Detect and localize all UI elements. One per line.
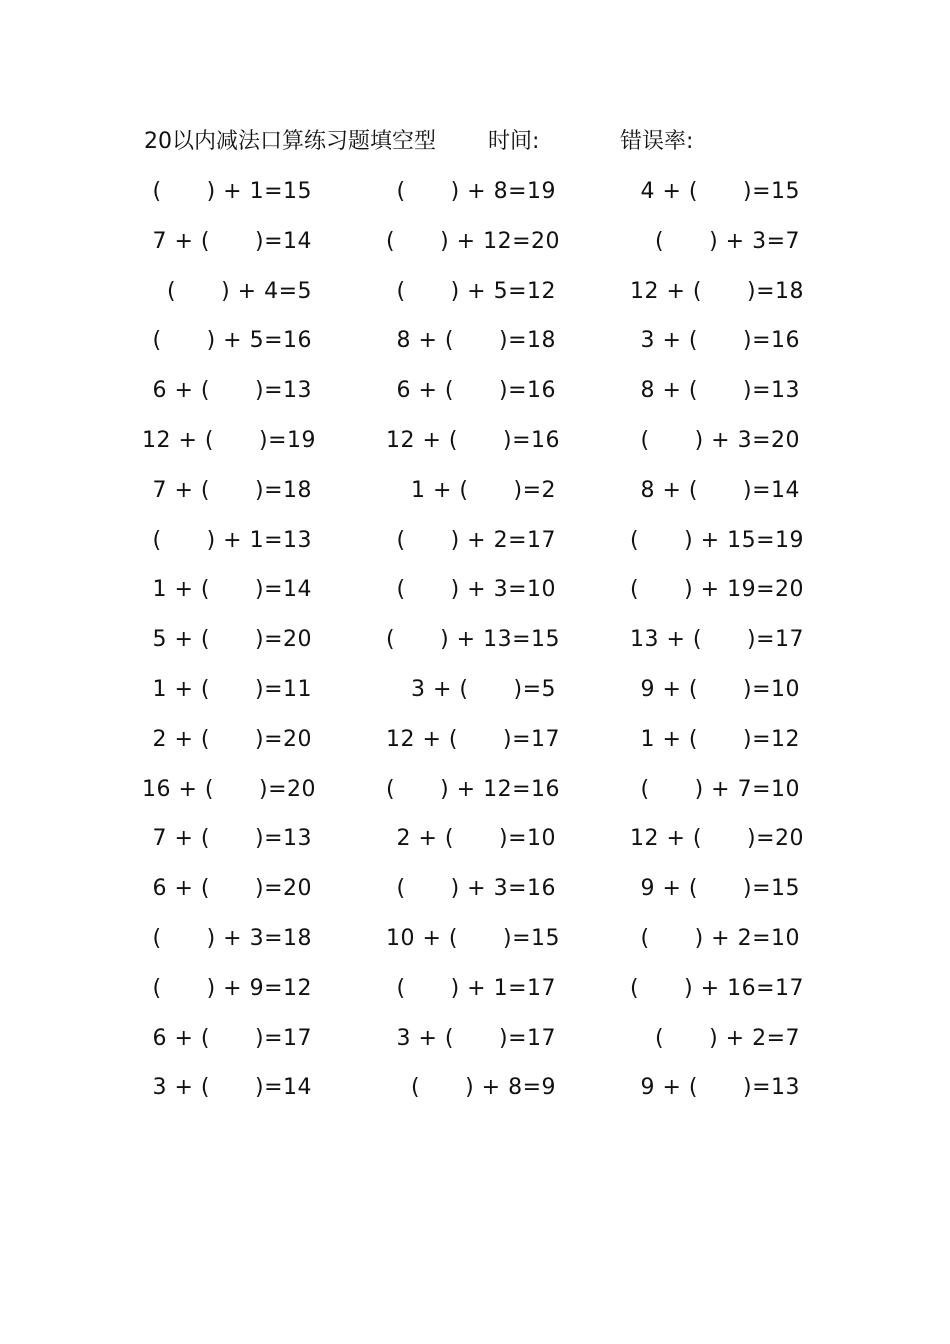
problem-item	[630, 1068, 800, 1108]
problem-row	[0, 720, 950, 760]
problem-equation: ( ) + 2=10	[640, 926, 800, 951]
problem-row	[0, 272, 950, 312]
problem-item	[142, 272, 312, 312]
problem-item	[386, 172, 556, 212]
problem-item	[386, 919, 561, 959]
problem-row	[0, 919, 950, 959]
problem-row	[0, 471, 950, 511]
problem-equation: ( ) + 5=12	[396, 278, 556, 304]
problem-row	[0, 770, 950, 810]
problem-equation: ( ) + 15=19	[630, 527, 805, 553]
problem-equation: ( ) + 4=5	[166, 278, 312, 304]
problem-equation: 1 + ( )=14	[152, 577, 312, 603]
problem-item	[142, 620, 312, 660]
problem-equation: 8 + ( )=13	[640, 378, 800, 404]
problem-item	[142, 969, 312, 1009]
problem-equation: 12 + ( )=16	[386, 428, 561, 453]
problem-item	[142, 521, 312, 561]
problem-item	[630, 471, 800, 511]
problem-item	[142, 471, 312, 511]
problem-equation: 9 + ( )=13	[640, 1075, 800, 1101]
problem-item	[386, 321, 556, 361]
problem-equation: 6 + ( )=16	[396, 378, 556, 404]
problem-equation: ( ) + 3=18	[152, 926, 312, 951]
problem-equation: 2 + ( )=20	[152, 726, 312, 752]
problem-row	[0, 670, 950, 710]
problem-equation: ( ) + 3=16	[396, 876, 556, 902]
problem-row	[0, 969, 950, 1009]
problem-item	[630, 521, 805, 561]
problem-equation: 3 + ( )=16	[640, 328, 800, 354]
problem-equation: 7 + ( )=13	[152, 826, 312, 852]
problem-item	[386, 720, 561, 760]
problem-item	[630, 720, 800, 760]
problem-item	[142, 222, 312, 262]
problem-item	[386, 570, 556, 610]
problem-equation: 10 + ( )=15	[386, 926, 561, 951]
problem-equation: 3 + ( )=17	[396, 1025, 556, 1051]
problem-item	[630, 869, 800, 909]
problem-item	[142, 670, 312, 710]
problem-row	[0, 521, 950, 561]
problem-equation: ( ) + 3=10	[396, 577, 556, 603]
problem-equation: ( ) + 2=17	[396, 527, 556, 553]
problem-item	[630, 421, 800, 461]
problem-row	[0, 620, 950, 660]
problem-item	[386, 620, 561, 660]
problem-item	[386, 1068, 556, 1108]
problem-item	[142, 819, 312, 859]
problem-equation: 1 + ( )=2	[410, 477, 556, 503]
problem-row	[0, 222, 950, 262]
problem-item	[630, 321, 800, 361]
problem-item	[386, 471, 556, 511]
problem-equation: ( ) + 8=19	[396, 179, 556, 204]
problem-item	[142, 172, 312, 212]
problem-item	[142, 770, 317, 810]
problem-row	[0, 1068, 950, 1108]
problem-item	[386, 521, 556, 561]
problem-row	[0, 371, 950, 411]
problem-item	[142, 421, 317, 461]
problem-row	[0, 421, 950, 461]
problem-item	[142, 321, 312, 361]
problem-item	[386, 222, 561, 262]
problem-item	[142, 371, 312, 411]
problem-equation: 8 + ( )=18	[396, 328, 556, 354]
problem-equation: ( ) + 12=20	[386, 228, 561, 254]
problem-equation: 7 + ( )=14	[152, 228, 312, 254]
problem-equation: ( ) + 1=13	[152, 527, 312, 553]
problem-item	[630, 819, 805, 859]
problem-equation: 8 + ( )=14	[640, 477, 800, 503]
problem-equation: 1 + ( )=11	[152, 677, 312, 702]
problem-item	[630, 770, 800, 810]
problem-equation: 6 + ( )=13	[152, 378, 312, 404]
problem-equation: 9 + ( )=10	[640, 677, 800, 702]
problem-item	[630, 670, 800, 710]
problem-item	[630, 222, 800, 262]
problem-equation: ( ) + 19=20	[630, 577, 805, 603]
problem-equation: 9 + ( )=15	[640, 876, 800, 902]
problem-equation: 4 + ( )=15	[640, 179, 800, 204]
problem-item	[142, 720, 312, 760]
problem-equation: 2 + ( )=10	[396, 826, 556, 852]
problem-equation: 12 + ( )=18	[630, 278, 805, 304]
problem-row	[0, 570, 950, 610]
problem-item	[386, 819, 556, 859]
problem-item	[142, 1019, 312, 1059]
problem-item	[630, 1019, 800, 1059]
problem-row	[0, 321, 950, 361]
problem-equation: ( ) + 3=20	[640, 428, 800, 453]
problem-item	[630, 969, 805, 1009]
problem-item	[630, 620, 805, 660]
problem-row	[0, 172, 950, 212]
problem-item	[386, 272, 556, 312]
problem-equation: ( ) + 5=16	[152, 328, 312, 354]
problem-row	[0, 869, 950, 909]
problem-item	[142, 570, 312, 610]
problem-item	[630, 172, 800, 212]
problem-equation: 7 + ( )=18	[152, 477, 312, 503]
problem-equation: ( ) + 16=17	[630, 975, 805, 1001]
problem-item	[386, 371, 556, 411]
problem-equation: ( ) + 8=9	[410, 1075, 556, 1101]
time-label: 时间:	[488, 129, 540, 154]
problem-item	[386, 770, 561, 810]
problem-equation: ( ) + 3=7	[654, 228, 800, 254]
problem-item	[386, 670, 556, 710]
problem-item	[630, 272, 805, 312]
problem-equation: ( ) + 2=7	[654, 1025, 800, 1051]
worksheet-title: 20以内减法口算练习题填空型	[144, 129, 436, 154]
problem-equation: 12 + ( )=19	[142, 428, 317, 453]
problem-equation: ( ) + 9=12	[152, 975, 312, 1001]
problem-row	[0, 1019, 950, 1059]
problem-item	[386, 969, 556, 1009]
problem-equation: 3 + ( )=5	[410, 677, 556, 702]
problem-equation: 5 + ( )=20	[152, 627, 312, 653]
problem-item	[630, 570, 805, 610]
problem-equation: 1 + ( )=12	[640, 726, 800, 752]
problem-item	[386, 1019, 556, 1059]
problem-item	[630, 919, 800, 959]
problem-equation: 12 + ( )=17	[386, 726, 561, 752]
problem-item	[386, 421, 561, 461]
problem-item	[142, 869, 312, 909]
problem-equation: 3 + ( )=14	[152, 1075, 312, 1101]
problem-equation: 12 + ( )=20	[630, 826, 805, 852]
problem-equation: ( ) + 1=15	[152, 179, 312, 204]
problem-item	[386, 869, 556, 909]
problem-item	[630, 371, 800, 411]
worksheet-header	[144, 124, 784, 160]
problem-equation: 13 + ( )=17	[630, 627, 805, 653]
problem-item	[142, 919, 312, 959]
problem-item	[142, 1068, 312, 1108]
problem-equation: ( ) + 12=16	[386, 776, 561, 802]
problem-row	[0, 819, 950, 859]
problem-equation: 16 + ( )=20	[142, 776, 317, 802]
problem-equation: ( ) + 13=15	[386, 627, 561, 653]
problem-equation: 6 + ( )=20	[152, 876, 312, 902]
problem-equation: 6 + ( )=17	[152, 1025, 312, 1051]
error-rate-label: 错误率:	[620, 129, 694, 154]
problem-equation: ( ) + 7=10	[640, 776, 800, 802]
problem-equation: ( ) + 1=17	[396, 975, 556, 1001]
